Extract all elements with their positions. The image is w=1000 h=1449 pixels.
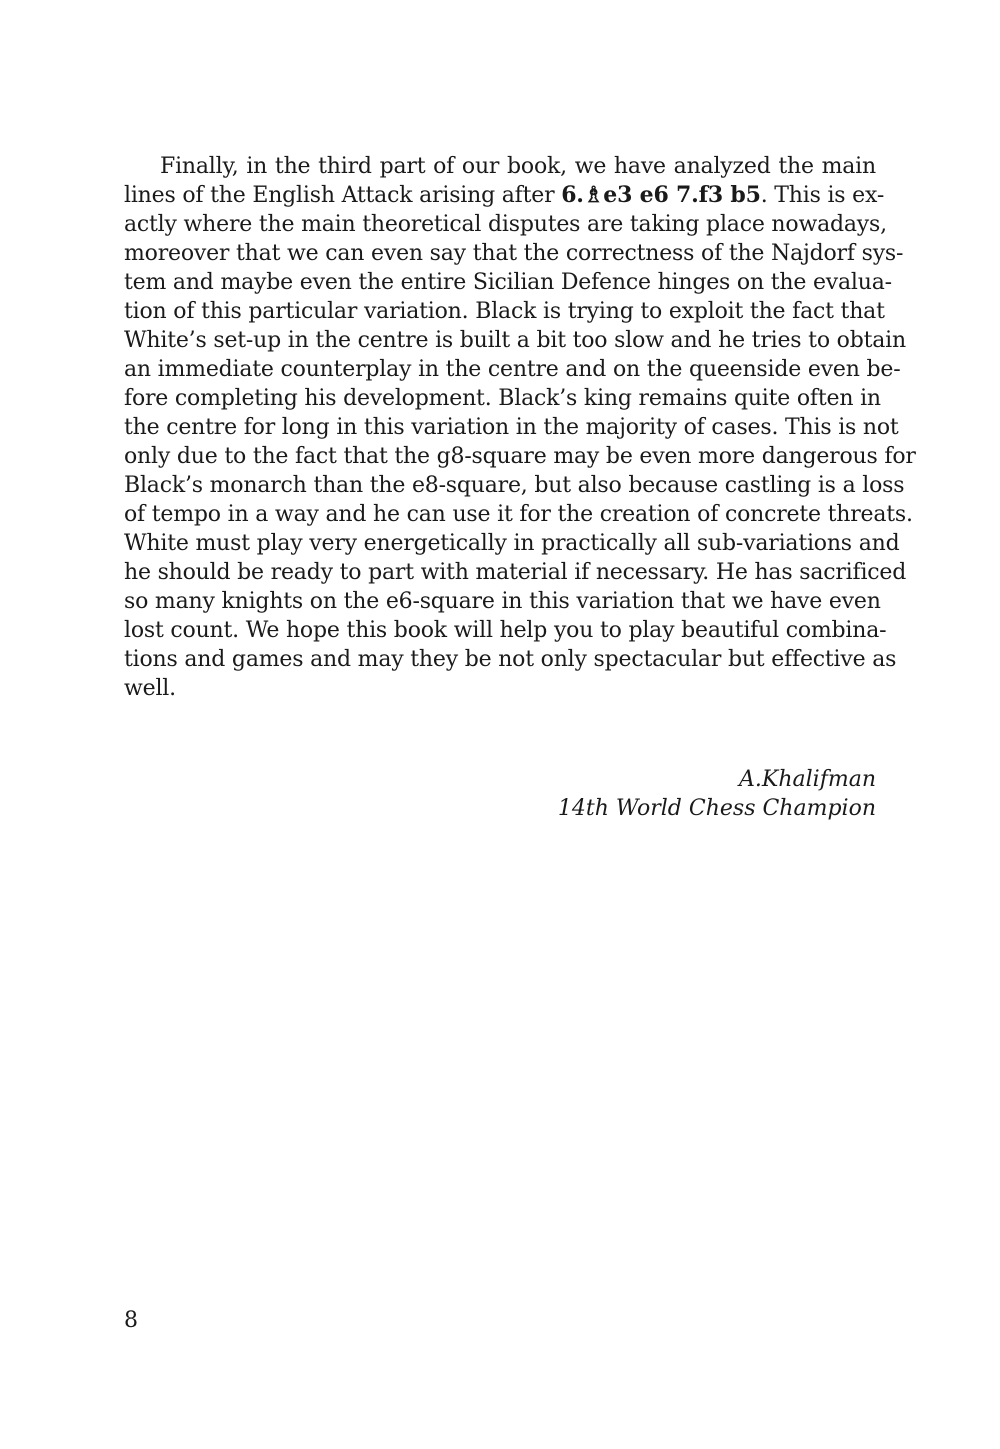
paragraph-text: lines of the English Attack arising after xyxy=(124,183,562,208)
paragraph-line xyxy=(124,181,885,210)
paragraph-line: he should be ready to part with material if necessary. He has sacrificed xyxy=(124,560,907,585)
paragraph-line: actly where the main theoretical disputes are taking place nowadays, xyxy=(124,212,887,237)
page-number: 8 xyxy=(124,1308,138,1333)
signature-name: A.Khalifman xyxy=(739,767,876,792)
paragraph-line: fore completing his development. Black’s king remains quite often in xyxy=(124,386,881,411)
paragraph-line: only due to the fact that the g8-square may be even more dangerous for xyxy=(124,444,916,469)
paragraph-line: Finally, in the third part of our book, we have analyzed the main xyxy=(160,154,876,179)
paragraph-line: of tempo in a way and he can use it for the creation of concrete threats. xyxy=(124,502,913,527)
paragraph-line: White’s set-up in the centre is built a bit too slow and he tries to obtain xyxy=(124,328,906,353)
paragraph-line: White must play very energetically in practically all sub-variations and xyxy=(124,531,900,556)
paragraph-line: well. xyxy=(124,676,176,701)
signature-title: 14th World Chess Champion xyxy=(557,796,876,821)
paragraph-line: so many knights on the e6-square in this variation that we have even xyxy=(124,589,881,614)
paragraph-line: the centre for long in this variation in the majority of cases. This is not xyxy=(124,415,899,440)
paragraph-text: . This is ex- xyxy=(760,183,885,208)
paragraph-line: an immediate counterplay in the centre and on the queenside even be- xyxy=(124,357,901,382)
paragraph-line: tions and games and may they be not only spectacular but effective as xyxy=(124,647,897,672)
paragraph-line: Black’s monarch than the e8-square, but also because castling is a loss xyxy=(124,473,905,498)
chess-moves: 6.♗e3 e6 7.f3 b5 xyxy=(561,182,761,208)
paragraph-line: tem and maybe even the entire Sicilian Defence hinges on the evalua- xyxy=(124,270,892,295)
paragraph-line: moreover that we can even say that the correctness of the Najdorf sys- xyxy=(124,241,904,266)
paragraph-line: tion of this particular variation. Black is trying to exploit the fact that xyxy=(124,299,885,324)
paragraph-line: lost count. We hope this book will help you to play beautiful combina- xyxy=(124,618,887,643)
